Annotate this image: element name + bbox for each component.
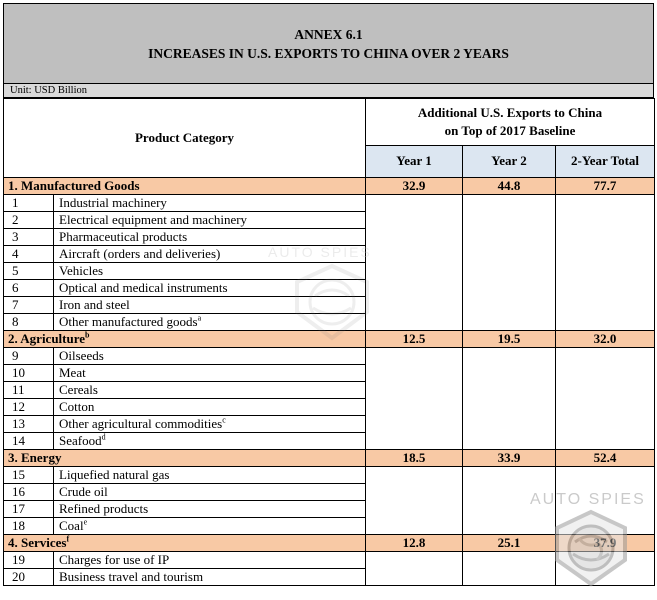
- item-label: Coal: [59, 518, 84, 533]
- item-number: 8: [4, 314, 54, 331]
- item-label: Optical and medical instruments: [59, 280, 228, 295]
- blank-year1-cell: [366, 467, 463, 535]
- header-year2: Year 2: [463, 145, 556, 177]
- item-number: 11: [4, 382, 54, 399]
- section-name: [4, 450, 366, 467]
- item-label: Crude oil: [59, 484, 108, 499]
- item-name: [54, 348, 366, 365]
- blank-year1-cell: [366, 348, 463, 450]
- blank-year2-cell: [463, 195, 556, 331]
- item-label: Industrial machinery: [59, 195, 167, 210]
- item-label: Cotton: [59, 399, 95, 414]
- item-label: Cereals: [59, 382, 98, 397]
- header-additional-line2: on Top of 2017 Baseline: [444, 122, 576, 138]
- item-number: 5: [4, 263, 54, 280]
- section-year2-value: 19.5: [463, 331, 556, 348]
- item-name: [54, 552, 366, 569]
- item-name: [54, 212, 366, 229]
- item-footnote-mark: a: [197, 313, 202, 323]
- item-label: Aircraft (orders and deliveries): [59, 246, 221, 261]
- section-total-value: 77.7: [556, 178, 655, 195]
- item-label: Oilseeds: [59, 348, 104, 363]
- item-number: 16: [4, 484, 54, 501]
- blank-year2-cell: [463, 348, 556, 450]
- section-name: [4, 535, 366, 552]
- section-row: [4, 178, 655, 195]
- header-year1: Year 1: [366, 145, 463, 177]
- item-number: 4: [4, 246, 54, 263]
- autospies-globe-icon: [287, 262, 377, 342]
- section-total-value: 32.0: [556, 331, 655, 348]
- item-footnote-mark: c: [222, 415, 226, 425]
- item-number: 9: [4, 348, 54, 365]
- item-name: [54, 195, 366, 212]
- annex-title-line2: INCREASES IN U.S. EXPORTS TO CHINA OVER 2 YEARS: [148, 45, 509, 61]
- item-name: [54, 229, 366, 246]
- item-number: 2: [4, 212, 54, 229]
- item-number: 19: [4, 552, 54, 569]
- item-number: 13: [4, 416, 54, 433]
- item-name: [54, 433, 366, 450]
- section-year1-value: 12.5: [366, 331, 463, 348]
- item-number: 12: [4, 399, 54, 416]
- item-name: [54, 501, 366, 518]
- table-row: [4, 467, 655, 484]
- item-label: Business travel and tourism: [59, 569, 204, 584]
- section-footnote-mark: f: [66, 534, 70, 544]
- section-row: [4, 450, 655, 467]
- watermark-text: AUTO SPIES: [530, 491, 646, 508]
- section-year1-value: 32.9: [366, 178, 463, 195]
- table-row: [4, 195, 655, 212]
- item-label: Refined products: [59, 501, 149, 516]
- autospies-globe-icon: [549, 508, 633, 588]
- section-total-value: 52.4: [556, 450, 655, 467]
- item-label: Seafood: [59, 433, 102, 448]
- item-number: 17: [4, 501, 54, 518]
- item-label: Vehicles: [59, 263, 104, 278]
- section-year1-value: 12.8: [366, 535, 463, 552]
- item-label: Electrical equipment and machinery: [59, 212, 248, 227]
- item-footnote-mark: d: [101, 432, 106, 442]
- section-year2-value: 44.8: [463, 178, 556, 195]
- item-name: [54, 518, 366, 535]
- item-name: [54, 467, 366, 484]
- item-number: 14: [4, 433, 54, 450]
- item-number: 18: [4, 518, 54, 535]
- unit-label: Unit: USD Billion: [3, 84, 654, 98]
- section-year2-value: 25.1: [463, 535, 556, 552]
- watermark-text-faint: AUTO SPIES: [268, 244, 372, 260]
- item-name: [54, 382, 366, 399]
- header-additional-exports: [366, 99, 655, 146]
- section-footnote-mark: b: [85, 330, 90, 340]
- item-number: 6: [4, 280, 54, 297]
- item-number: 3: [4, 229, 54, 246]
- item-name: [54, 569, 366, 586]
- section-year1-value: 18.5: [366, 450, 463, 467]
- item-label: Charges for use of IP: [59, 552, 170, 567]
- item-number: 1: [4, 195, 54, 212]
- item-footnote-mark: e: [83, 517, 88, 527]
- section-year2-value: 33.9: [463, 450, 556, 467]
- item-number: 15: [4, 467, 54, 484]
- header-total: 2-Year Total: [556, 145, 655, 177]
- section-label: 1. Manufactured Goods: [8, 178, 140, 193]
- table-row: [4, 348, 655, 365]
- item-name: [54, 365, 366, 382]
- blank-year1-cell: [366, 552, 463, 586]
- blank-total-cell: [556, 195, 655, 331]
- item-label: Other agricultural commodities: [59, 416, 223, 431]
- section-label: 3. Energy: [8, 450, 62, 465]
- item-label: Pharmaceutical products: [59, 229, 188, 244]
- section-label: 4. Services: [8, 535, 67, 550]
- blank-year1-cell: [366, 195, 463, 331]
- item-name: [54, 416, 366, 433]
- item-name: [54, 399, 366, 416]
- item-number: 7: [4, 297, 54, 314]
- item-number: 10: [4, 365, 54, 382]
- annex-title-line1: ANNEX 6.1: [294, 26, 363, 42]
- item-label: Liquefied natural gas: [59, 467, 170, 482]
- annex-title-box: [3, 3, 654, 84]
- item-label: Other manufactured goods: [59, 314, 198, 329]
- section-label: 2. Agriculture: [8, 331, 86, 346]
- header-product-category: Product Category: [4, 99, 366, 178]
- blank-total-cell: [556, 348, 655, 450]
- item-name: [54, 484, 366, 501]
- item-label: Meat: [59, 365, 86, 380]
- item-number: 20: [4, 569, 54, 586]
- section-name: [4, 178, 366, 195]
- blank-year2-cell: [463, 552, 556, 586]
- item-label: Iron and steel: [59, 297, 130, 312]
- header-additional-line1: Additional U.S. Exports to China: [417, 104, 603, 120]
